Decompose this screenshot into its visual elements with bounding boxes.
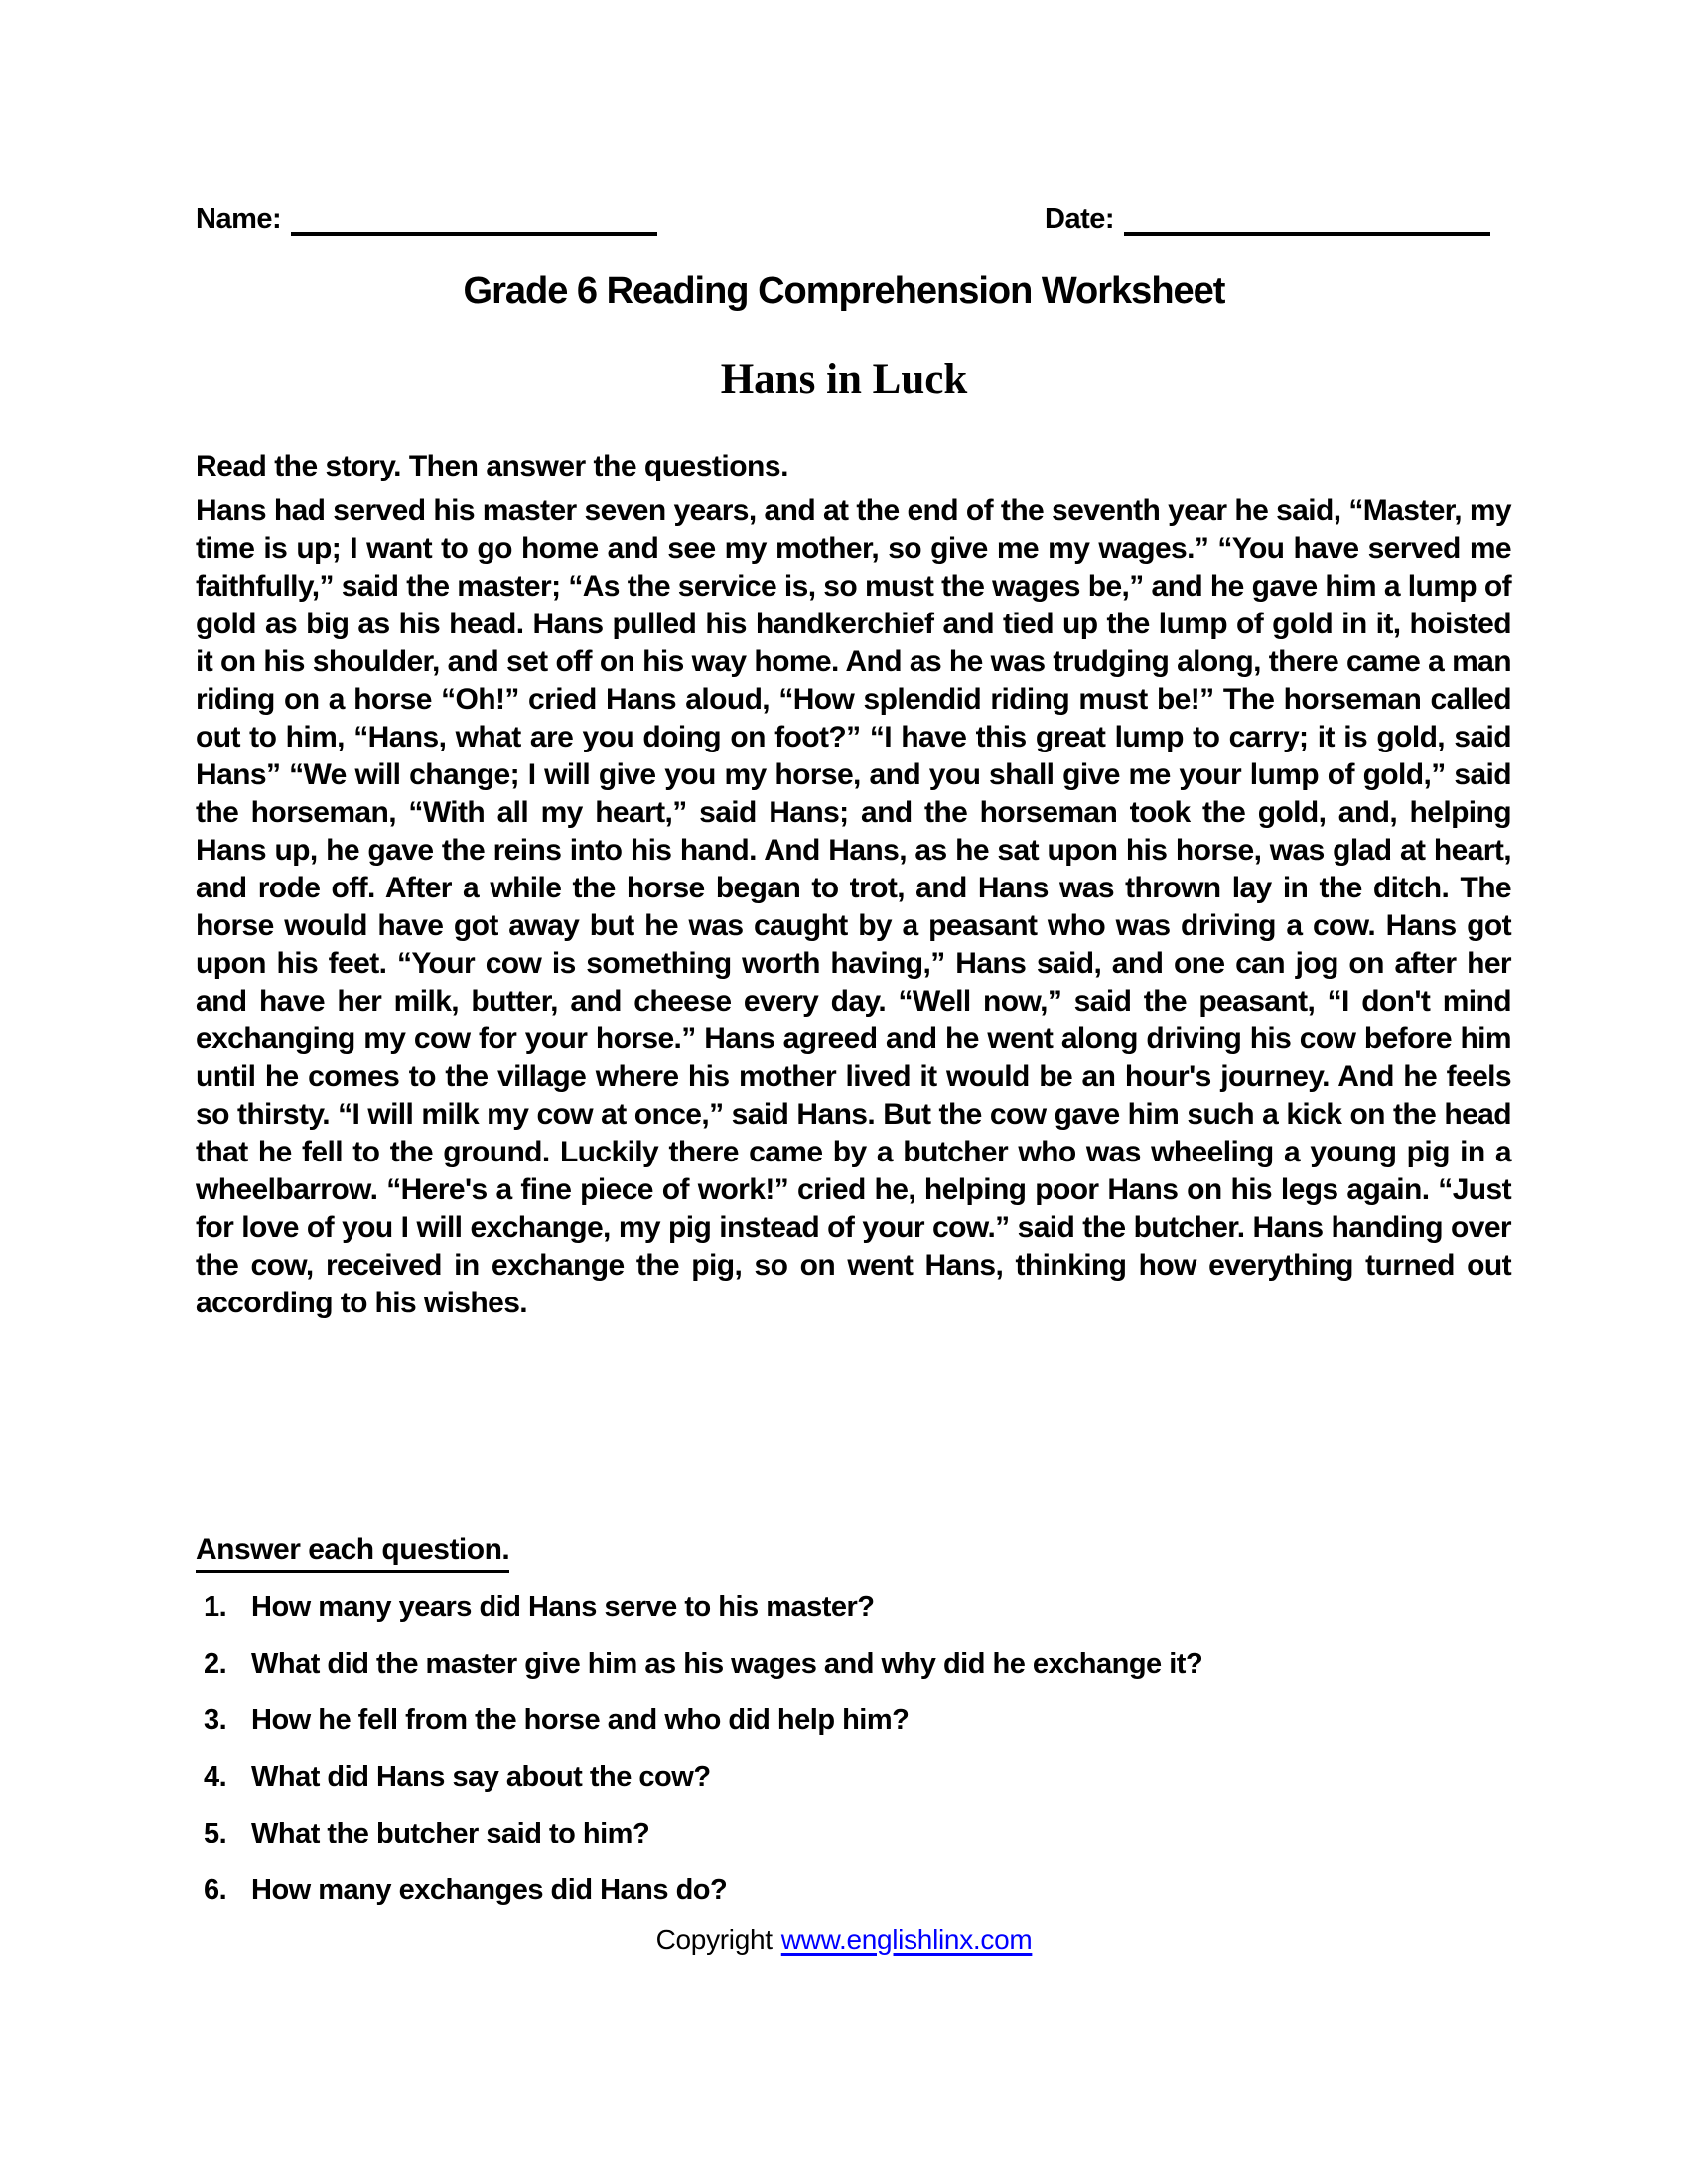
- question-number: 2.: [204, 1648, 227, 1680]
- copyright-link[interactable]: www.englishlinx.com: [780, 1924, 1033, 1955]
- question-row-6: [196, 1874, 1511, 1907]
- story-title: Hans in Luck: [720, 356, 968, 403]
- copyright-text: Copyright: [655, 1924, 773, 1955]
- question-number: 5.: [204, 1818, 227, 1849]
- question-text: What the butcher said to him?: [251, 1818, 650, 1849]
- name-blank-line: [291, 205, 657, 236]
- question-number: 3.: [204, 1705, 227, 1736]
- question-text: How he fell from the horse and who did help him?: [251, 1705, 910, 1736]
- question-row-4: [196, 1761, 1511, 1794]
- question-text: What did the master give him as his wages and why did he exchange it?: [251, 1648, 1203, 1680]
- date-blank-line: [1124, 205, 1490, 236]
- question-row-2: [196, 1648, 1511, 1681]
- footer: [0, 1924, 1688, 1956]
- date-field: [1045, 204, 1490, 236]
- question-text: How many years did Hans serve to his master?: [251, 1591, 875, 1623]
- story-section: [196, 447, 1511, 1322]
- name-field: [196, 204, 657, 236]
- question-row-5: [196, 1818, 1511, 1850]
- name-label: Name:: [196, 204, 282, 235]
- instructions-text: Read the story. Then answer the questions.: [196, 450, 788, 482]
- question-row-1: [196, 1591, 1511, 1624]
- question-number: 6.: [204, 1874, 227, 1906]
- question-number: 4.: [204, 1761, 227, 1793]
- date-label: Date:: [1045, 204, 1115, 235]
- questions-heading: Answer each question.: [196, 1534, 509, 1573]
- worksheet-title: Grade 6 Reading Comprehension Worksheet: [463, 270, 1225, 312]
- questions-section: [196, 1534, 1511, 1931]
- question-row-3: [196, 1705, 1511, 1737]
- question-number: 1.: [204, 1591, 227, 1623]
- story-paragraph: Hans had served his master seven years, and at the end of the seventh year he said, “Master, my time is up; I want to go home and see my mother, so give me my wages.” “You have served me faithfully,” said the master; “As the service is, so must the wages be,” and he gave him a lump of gold as big as his head. Hans pulled his handkerchief and tied up the lump of gold in it, hoisted it on his shoulder, and set off on his way home. And as he was trudging along, there came a man riding on a horse “Oh!” cried Hans aloud, “How splendid riding must be!” The horseman called out to him, “Hans, what are you doing on foot?” “I have this great lump to carry; it is gold, said Hans” “We will change; I will give you my horse, and you shall give me your lump of gold,” said the horseman, “With all my heart,” said Hans; and the horseman took the gold, and, helping Hans up, he gave the reins into his hand. And Hans, as he sat upon his horse, was glad at heart, and rode off. After a while the horse began to trot, and Hans was thrown lay in the ditch. The horse would have got away but he was caught by a peasant who was driving a cow. Hans got upon his feet. “Your cow is something worth having,” Hans said, and one can jog on after her and have her milk, butter, and cheese every day. “Well now,” said the peasant, “I don't mind exchanging my cow for your horse.” Hans agreed and he went along driving his cow before him until he comes to the village where his mother lived it would be an hour's journey. And he feels so thirsty. “I will milk my cow at once,” said Hans. But the cow gave him such a kick on the head that he fell to the ground. Luckily there came by a butcher who was wheeling a young pig in a wheelbarrow. “Here's a fine piece of work!” cried he, helping poor Hans on his legs again. “Just for love of you I will exchange, my pig instead of your cow.” said the butcher. Hans handing over the cow, received in exchange the pig, so on went Hans, thinking how everything turned out according to his wishes.: [196, 494, 1511, 1319]
- question-text: What did Hans say about the cow?: [251, 1761, 711, 1793]
- question-text: How many exchanges did Hans do?: [251, 1874, 728, 1906]
